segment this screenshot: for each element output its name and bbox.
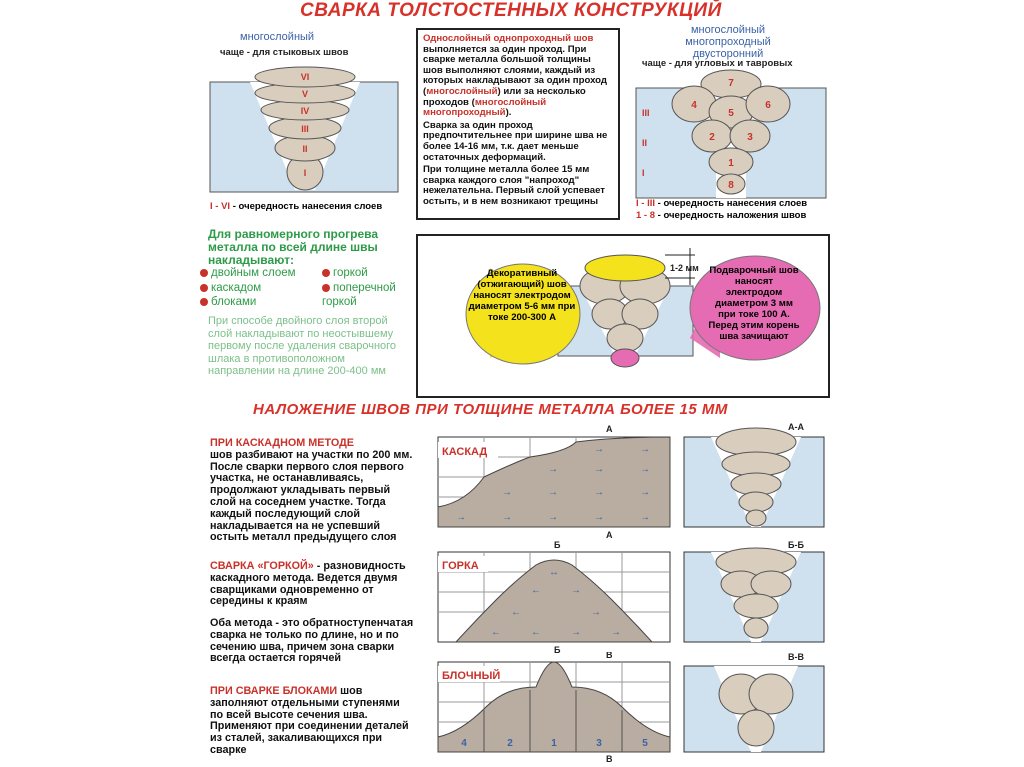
heating-heading: Для равномерного прогрева металла по всей длине швы накладывают: [208,227,379,267]
svg-text:→: → [611,627,621,638]
svg-text:←: ← [531,627,541,638]
svg-text:→: → [502,487,512,498]
seam-number: 6 [765,100,771,111]
main-title: СВАРКА ТОЛСТОСТЕННЫХ КОНСТРУКЦИЙ [300,0,722,21]
svg-text:→: → [548,464,558,475]
layer-label: II [302,144,308,154]
section-mark: В [606,754,613,764]
layer-label: I [303,168,307,178]
section-mark: В [606,652,613,660]
right-heading: многослойный многопроходный двусторонний [685,24,771,60]
svg-text:↔: ↔ [549,567,559,578]
seam-number: 4 [691,100,697,111]
diagram-label: КАСКАД [442,446,488,458]
section-mark: Б [554,540,561,550]
block-diagram [436,652,828,764]
right-caption2: 1 - 8 - очередность наложения швов [636,210,807,221]
svg-text:→: → [640,464,650,475]
svg-text:←: ← [511,607,521,618]
block-number: 4 [461,738,467,749]
svg-text:→: → [571,627,581,638]
svg-text:→: → [456,512,466,523]
cascade-text: ПРИ КАСКАДНОМ МЕТОДЕ шов разбивают на участки по 200 мм. После сварки первого слоя первого участка, не останавливаясь, продолжают укладывать первый слой на соседнем участке. Тогда каждый последующий слой накладывается на не успевший остыть металл предыдущего слоя [210,437,413,544]
svg-text:→: → [591,607,601,618]
svg-text:→: → [640,487,650,498]
svg-text:→: → [594,512,604,523]
block-number: 2 [507,738,513,749]
svg-text:→: → [548,512,558,523]
info-p3: При толщине металла более 15 мм сварка каждого слоя "напроход" нежелательна. Первый слой успевает остыть, и в нем возникают трещины [423,164,605,207]
block-number: 1 [551,738,557,749]
cascade-diagram [436,422,828,540]
svg-text:→: → [571,585,581,596]
backing-note: Подварочный шов наносят электродом диаметром 3 мм при токе 100 А. Перед этим корень шва зачищают [708,265,800,342]
hill-diagram [436,540,828,658]
double-sided-weld-diagram [634,68,830,200]
both-methods-text: Оба метода - это обратноступенчатая сварка не только по длине, но и по сечению шва, причем зона сварки всегда остается горячей [210,617,414,665]
info-p2: Сварка за один проход предпочтительнее при ширине шва не более 14-16 мм, т.к. дает меньше остаточных деформаций. [423,119,608,163]
seam-number: 1 [728,158,734,169]
seam-number: 8 [728,180,734,191]
seam-number: 3 [747,132,753,143]
svg-text:→: → [594,464,604,475]
seam-number: 2 [709,132,715,143]
svg-text:→: → [640,444,650,455]
block-number: 5 [642,738,648,749]
svg-text:←: ← [491,627,501,638]
seam-number: 7 [728,78,734,89]
svg-text:→: → [640,512,650,523]
svg-text:→: → [594,487,604,498]
section-label: Б-Б [788,540,804,550]
right-caption1: I - III - очередность нанесения слоев [636,198,808,209]
section-mark: А [606,424,613,434]
left-heading: многослойный [240,31,315,43]
layer-label: VI [300,72,310,82]
decorative-note: Декоративный (отжигающий) шов наносят электродом диаметром 5-6 мм при токе 200-300 А [468,268,576,323]
left-caption: I - VI - очередность нанесения слоев [210,201,383,212]
block-number: 3 [596,738,602,749]
left-sub: чаще - для стыковых швов [220,47,349,58]
svg-text:←: ← [531,585,541,596]
layer-label: IV [300,106,310,116]
diagram-label: БЛОЧНЫЙ [442,670,501,682]
section-title: НАЛОЖЕНИЕ ШВОВ ПРИ ТОЛЩИНЕ МЕТАЛЛА БОЛЕЕ 15 ММ [253,401,728,418]
hill-text: СВАРКА «ГОРКОЙ» - разновидность каскадного метода. Ведется двумя сварщиками одновременно от середины к краям [210,560,406,608]
gap-label: 1-2 мм [670,263,699,273]
seam-number: 5 [728,108,734,119]
diagram-label: ГОРКА [442,560,479,572]
section-label: В-В [788,652,804,662]
section-mark: А [606,530,613,540]
section-label: А-А [788,422,804,432]
section-mark: Б [554,645,561,655]
double-layer-note: При способе двойного слоя второй слой накладывают по неостывшему первому после удаления сварочного шлака в противоположном направлении на длине 200-400 мм [208,315,397,377]
info-box: Однослойный однопроходный шов выполняется за один проход. При сварке металла большой толщины шов выполняют слоями, каждый из которых накладывают за один проход (многослойный) или за несколько проходов (многослойный многопроходный). Сварка за один проход предпочтительнее при ширине шва не более 14-16 мм, т.к. дает меньше остаточных деформаций. При толщине металла более 15 мм сварка каждого слоя "напроход" нежелательна. Первый слой успевает остыть, и в нем возникают трещины [416,28,620,220]
svg-text:→: → [594,444,604,455]
multilayer-weld-diagram [205,60,405,200]
right-sub: чаще - для угловых и тавровых [642,58,793,69]
layer-label: V [301,89,309,99]
side-label: I [642,168,645,178]
layer-label: III [301,124,309,134]
svg-text:→: → [502,512,512,523]
side-label: III [642,108,650,118]
svg-text:→: → [548,487,558,498]
block-text: ПРИ СВАРКЕ БЛОКАМИ шов заполняют отдельными ступенями по всей высоте сечения шва. Применяют при соединении деталей из сталей, закаливающихся при сварке [210,685,409,756]
side-label: II [642,138,648,148]
